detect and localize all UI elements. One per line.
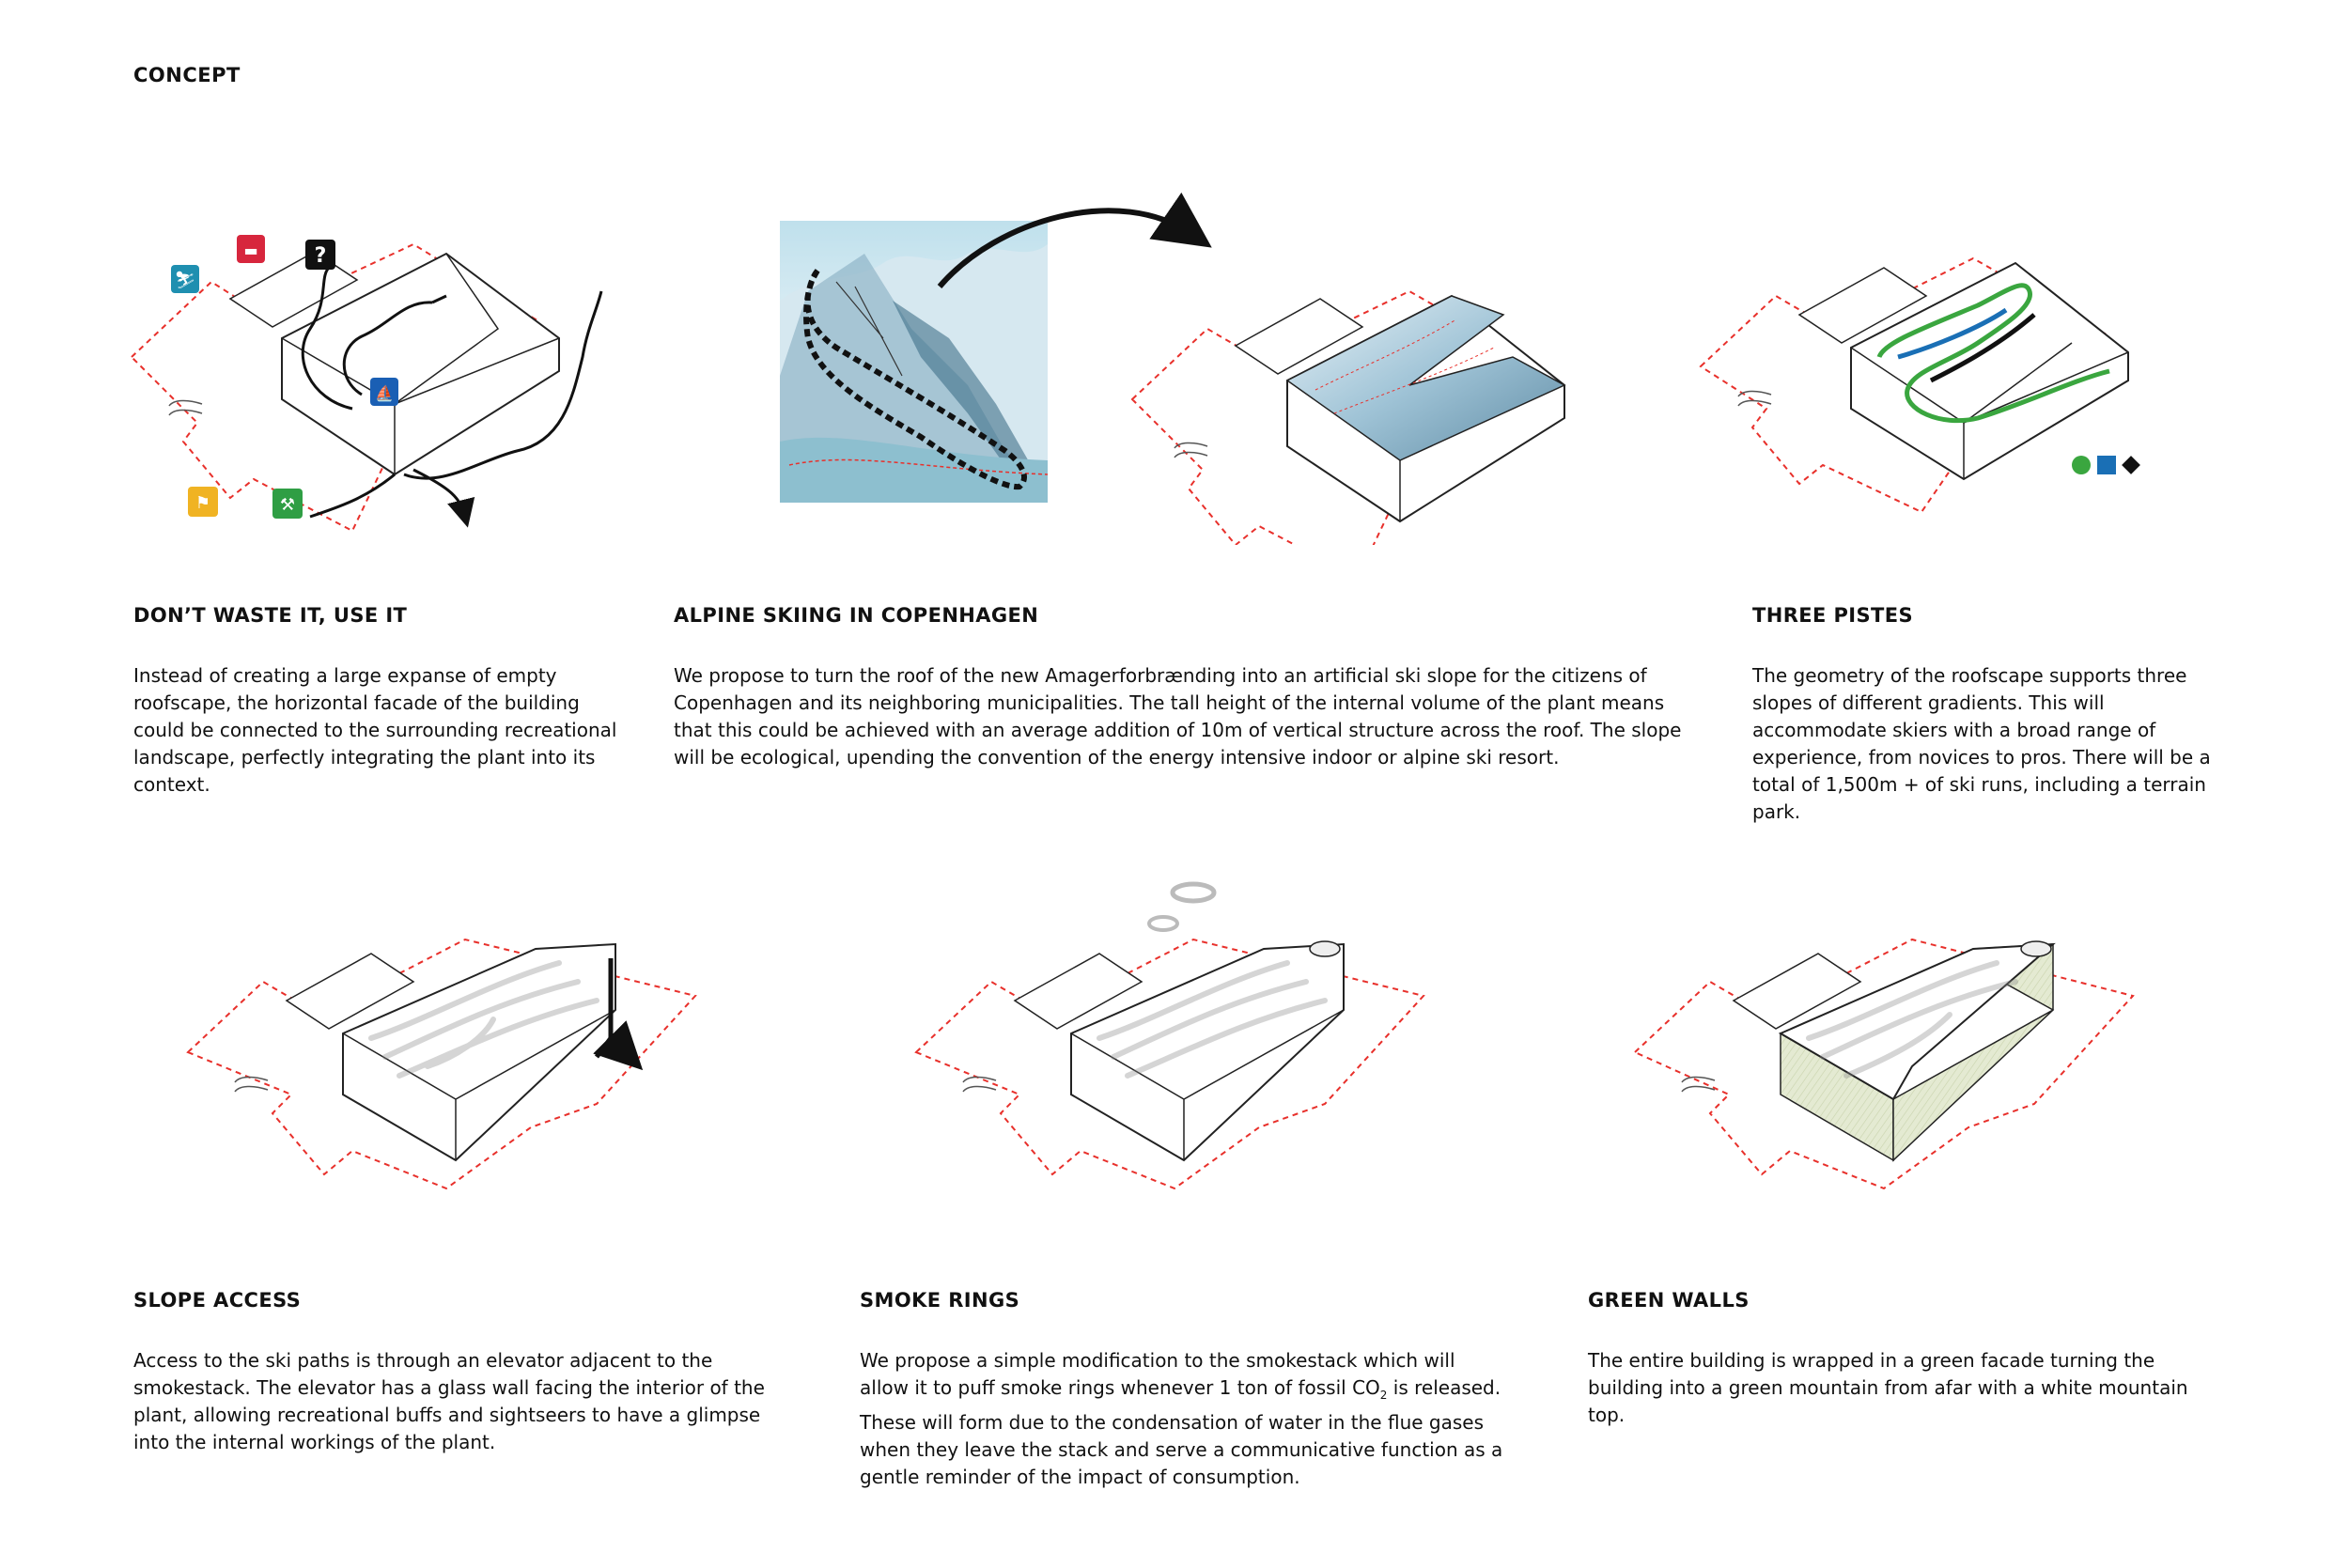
smokestack [1310,941,1340,956]
section-title: ALPINE SKIING IN COPENHAGEN [674,604,1039,627]
diagram-alpine-skiing [780,188,1719,545]
section-body: Instead of creating a large expanse of empty roofscape, the horizontal facade of the building could be connected to the surrounding recreational landscape, perfectly integrating the plant into its context. [133,664,617,796]
section-title: SMOKE RINGS [860,1289,1020,1312]
section-body: The entire building is wrapped in a green facade turning the building into a green mountain from afar with a white mountain top. [1588,1349,2188,1426]
co2-subscript: 2 [1379,1389,1388,1402]
smoke-ring-small [1149,917,1177,930]
piste-green-circle-icon [2072,456,2091,474]
piste-black-diamond-icon [2122,456,2140,474]
svg-text:⛵: ⛵ [375,384,394,402]
diagram-green-walls [1630,925,2156,1217]
section-title: SLOPE ACCESS [133,1289,302,1312]
piste-map-image [780,221,1048,503]
body-after: is released. These will form due to the condensation of water in the flue gases when they leave the stack and serve a communicative function as a gentle reminder of the impact of consumption. [860,1376,1503,1488]
section-title: GREEN WALLS [1588,1289,1750,1312]
section-body: We propose to turn the roof of the new Amagerforbrænding into an artificial ski slope for the citizens of Copenhagen and its neighboring municipalities. The tall height of the internal volume of the plant means that this could be achieved with an average addition of 10m of vertical structure across the roof. The slope will be ecological, upending the convention of the energy intensive indoor or alpine ski resort. [674,664,1682,768]
svg-text:?: ? [314,244,327,268]
section-slope-access [133,1289,772,1456]
section-green-walls [1588,1289,2227,1429]
piste-blue-square-icon [2097,456,2116,474]
body-before: We propose a simple modification to the smokestack which will allow it to puff smoke rings whenever 1 ton of fossil CO [860,1349,1455,1399]
section-title: THREE PISTES [1752,604,1913,627]
section-three-pistes [1752,604,2213,826]
diagram-slope-access [183,925,709,1217]
section-body: Access to the ski paths is through an elevator adjacent to the smokestack. The elevator has a glass wall facing the interior of the plant, allowing recreational buffs and sightseers to have a glimpse into the internal workings of the plant. [133,1349,765,1453]
section-alpine-skiing [674,604,1698,771]
smoke-ring-large [1173,884,1214,901]
access-path [169,400,202,415]
diagram-three-pistes [1696,240,2185,521]
page-title: CONCEPT [133,64,241,86]
smokestack [2021,941,2051,956]
section-body: The geometry of the roofscape supports three slopes of different gradients. This will accommodate skiers with a broad range of experience, from novices to pros. There will be a total of 1,500m + of ski runs, including a terrain park. [1752,664,2211,823]
section-smoke-rings [860,1289,1508,1491]
svg-text:▬: ▬ [243,241,258,259]
section-body [860,1347,1508,1491]
section-title: DON’T WASTE IT, USE IT [133,604,408,627]
svg-text:⛷: ⛷ [174,271,196,290]
svg-text:⚑: ⚑ [194,493,211,513]
svg-text:⚒: ⚒ [279,495,296,515]
diagram-smoke-rings [911,874,1438,1217]
diagram-dont-waste-it [122,216,667,554]
section-dont-waste-it [133,604,622,799]
